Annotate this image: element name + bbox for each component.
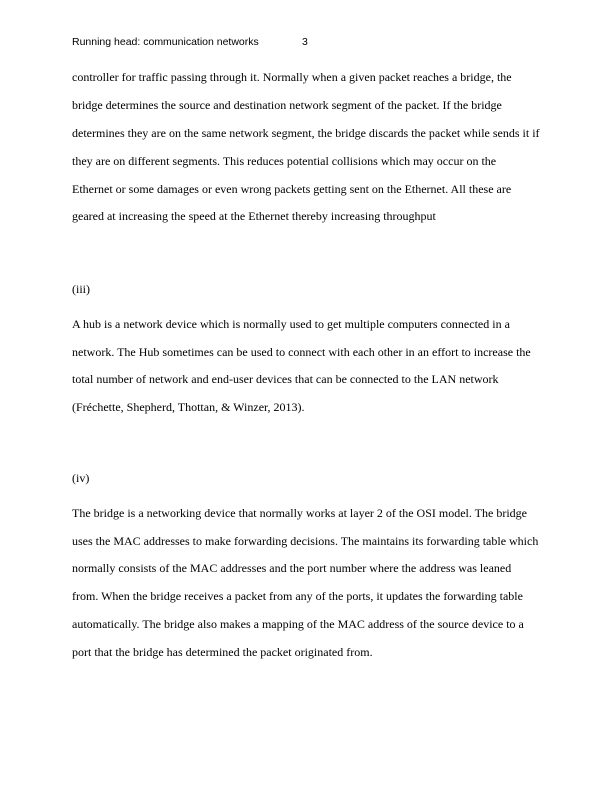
paragraph-1-line: they are on different segments. This reduces potential collisions which may occur on the <box>72 154 497 168</box>
section-label-iv: (iv) <box>72 471 90 485</box>
paragraph-2-line: (Fréchette, Shepherd, Thottan, & Winzer, 2013). <box>72 400 305 414</box>
paragraph-2-line: network. The Hub sometimes can be used to connect with each other in an effort to increase the <box>72 345 531 359</box>
paragraph-3-line: normally consists of the MAC addresses and the port number where the address was leaned <box>72 561 512 575</box>
section-label-iii: (iii) <box>72 282 90 296</box>
paragraph-1-line: geared at increasing the speed at the Ethernet thereby increasing throughput <box>72 209 436 223</box>
page-number: 3 <box>302 36 308 48</box>
running-head: Running head: communication networks <box>72 36 259 48</box>
paragraph-1-line: controller for traffic passing through it. Normally when a given packet reaches a bridge, the <box>72 70 512 84</box>
paragraph-1-line: bridge determines the source and destination network segment of the packet. If the bridge <box>72 98 502 112</box>
paragraph-1-line: Ethernet or some damages or even wrong packets getting sent on the Ethernet. All these are <box>72 182 512 196</box>
paragraph-2-line: A hub is a network device which is normally used to get multiple computers connected in a <box>72 317 510 331</box>
page-header <box>72 36 308 48</box>
paragraph-1-line: determines they are on the same network segment, the bridge discards the packet while sends it if <box>72 126 540 140</box>
paragraph-2-line: total number of network and end-user devices that can be connected to the LAN network <box>72 372 499 386</box>
paragraph-3-line: from. When the bridge receives a packet from any of the ports, it updates the forwarding table <box>72 589 523 603</box>
paragraph-3-line: port that the bridge has determined the packet originated from. <box>72 645 373 659</box>
paragraph-3-line: The bridge is a networking device that normally works at layer 2 of the OSI model. The bridge <box>72 506 527 520</box>
paragraph-3-line: uses the MAC addresses to make forwarding decisions. The maintains its forwarding table which <box>72 534 539 548</box>
paragraph-3-line: automatically. The bridge also makes a mapping of the MAC address of the source device to a <box>72 617 524 631</box>
